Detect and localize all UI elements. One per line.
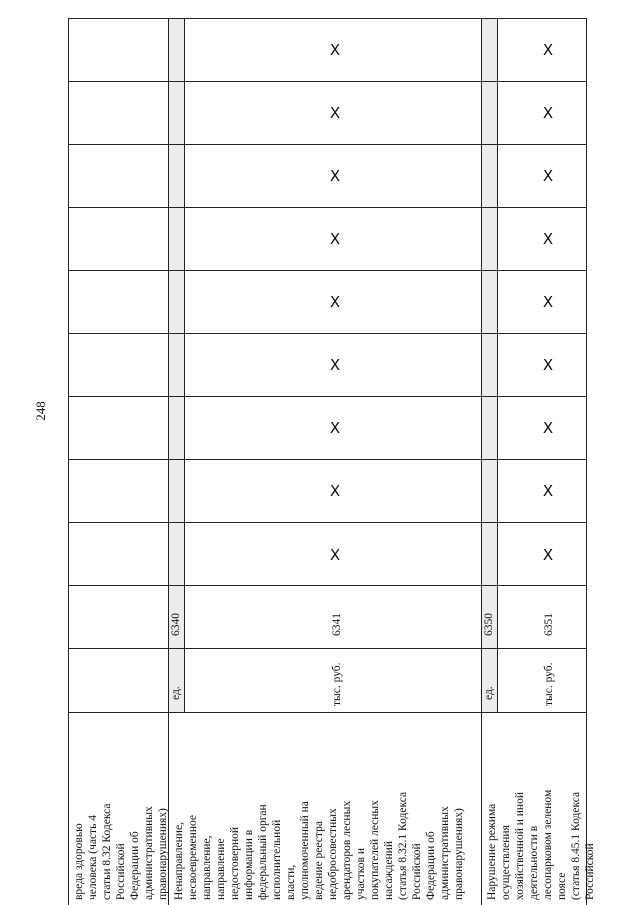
row-6341-cross: X: [329, 546, 341, 564]
row-6341-cross: X: [329, 167, 341, 185]
row-6341-cross: X: [329, 230, 341, 248]
column-separator: [68, 333, 586, 334]
row-6341-unit: тыс. руб.: [331, 662, 343, 706]
row-6341-cross: X: [329, 419, 341, 437]
row-separator: [184, 18, 185, 712]
column-separator: [68, 81, 586, 82]
row-6351-cross: X: [542, 230, 554, 248]
row-separator: [168, 18, 169, 905]
page-number: 248: [33, 401, 48, 421]
row-6341-cross: X: [329, 41, 341, 59]
row-6351-cross: X: [542, 419, 554, 437]
row-6351-unit: тыс. руб.: [543, 662, 555, 706]
row-6341-cross: X: [329, 356, 341, 374]
row-6351-cross: X: [542, 104, 554, 122]
row-6351-code: 6351: [543, 613, 555, 636]
row-6341-cross: X: [329, 293, 341, 311]
row-6341-cross: X: [329, 482, 341, 500]
table-border-right: [586, 18, 587, 905]
row-6351-cross: X: [542, 482, 554, 500]
table-border-left: [68, 18, 69, 905]
row-separator: [481, 18, 482, 905]
row-6340-header-strip: [168, 18, 184, 712]
column-separator: [68, 712, 586, 713]
row-6350-unit: ед.: [483, 686, 495, 700]
column-separator: [68, 585, 586, 586]
row-6341-cross: X: [329, 104, 341, 122]
row-6351-cross: X: [542, 41, 554, 59]
column-separator: [68, 207, 586, 208]
row-6351-cross: X: [542, 293, 554, 311]
column-separator: [68, 522, 586, 523]
row-6340-description: вреда здоровью человека (часть 4 статьи 8.32 Кодекса Российской Федерации об административных правонарушениях): [73, 803, 169, 900]
row-6350-header-strip: [481, 18, 497, 712]
row-6341-code: 6341: [331, 613, 343, 636]
row-6351-cross: X: [542, 356, 554, 374]
row-6350-description: Нарушение режима осуществления хозяйственной и иной деятельности в лесопарковом зеленом поясе (статья 8.45.1 Кодекса Российской: [486, 789, 596, 900]
row-6350-code: 6350: [483, 613, 495, 636]
row-6340-code: 6340: [170, 613, 182, 636]
column-separator: [68, 18, 586, 19]
row-6351-cross: X: [542, 546, 554, 564]
column-separator: [68, 270, 586, 271]
row-separator: [497, 18, 498, 712]
column-separator: [68, 648, 586, 649]
row-6341-description: Ненаправление, несвоевременное направление, направление недостоверной информации в федеральный орган исполнительной власти, уполномоченный на ведение реестра недобросовестных арендаторов лесных участков и покупателей лесных насаждений (статья 8.32.1 Кодекса Российской Федерации об административных правонарушениях): [173, 791, 465, 900]
column-separator: [68, 144, 586, 145]
column-separator: [68, 396, 586, 397]
row-6351-cross: X: [542, 167, 554, 185]
column-separator: [68, 459, 586, 460]
row-6340-unit: ед.: [170, 686, 182, 700]
